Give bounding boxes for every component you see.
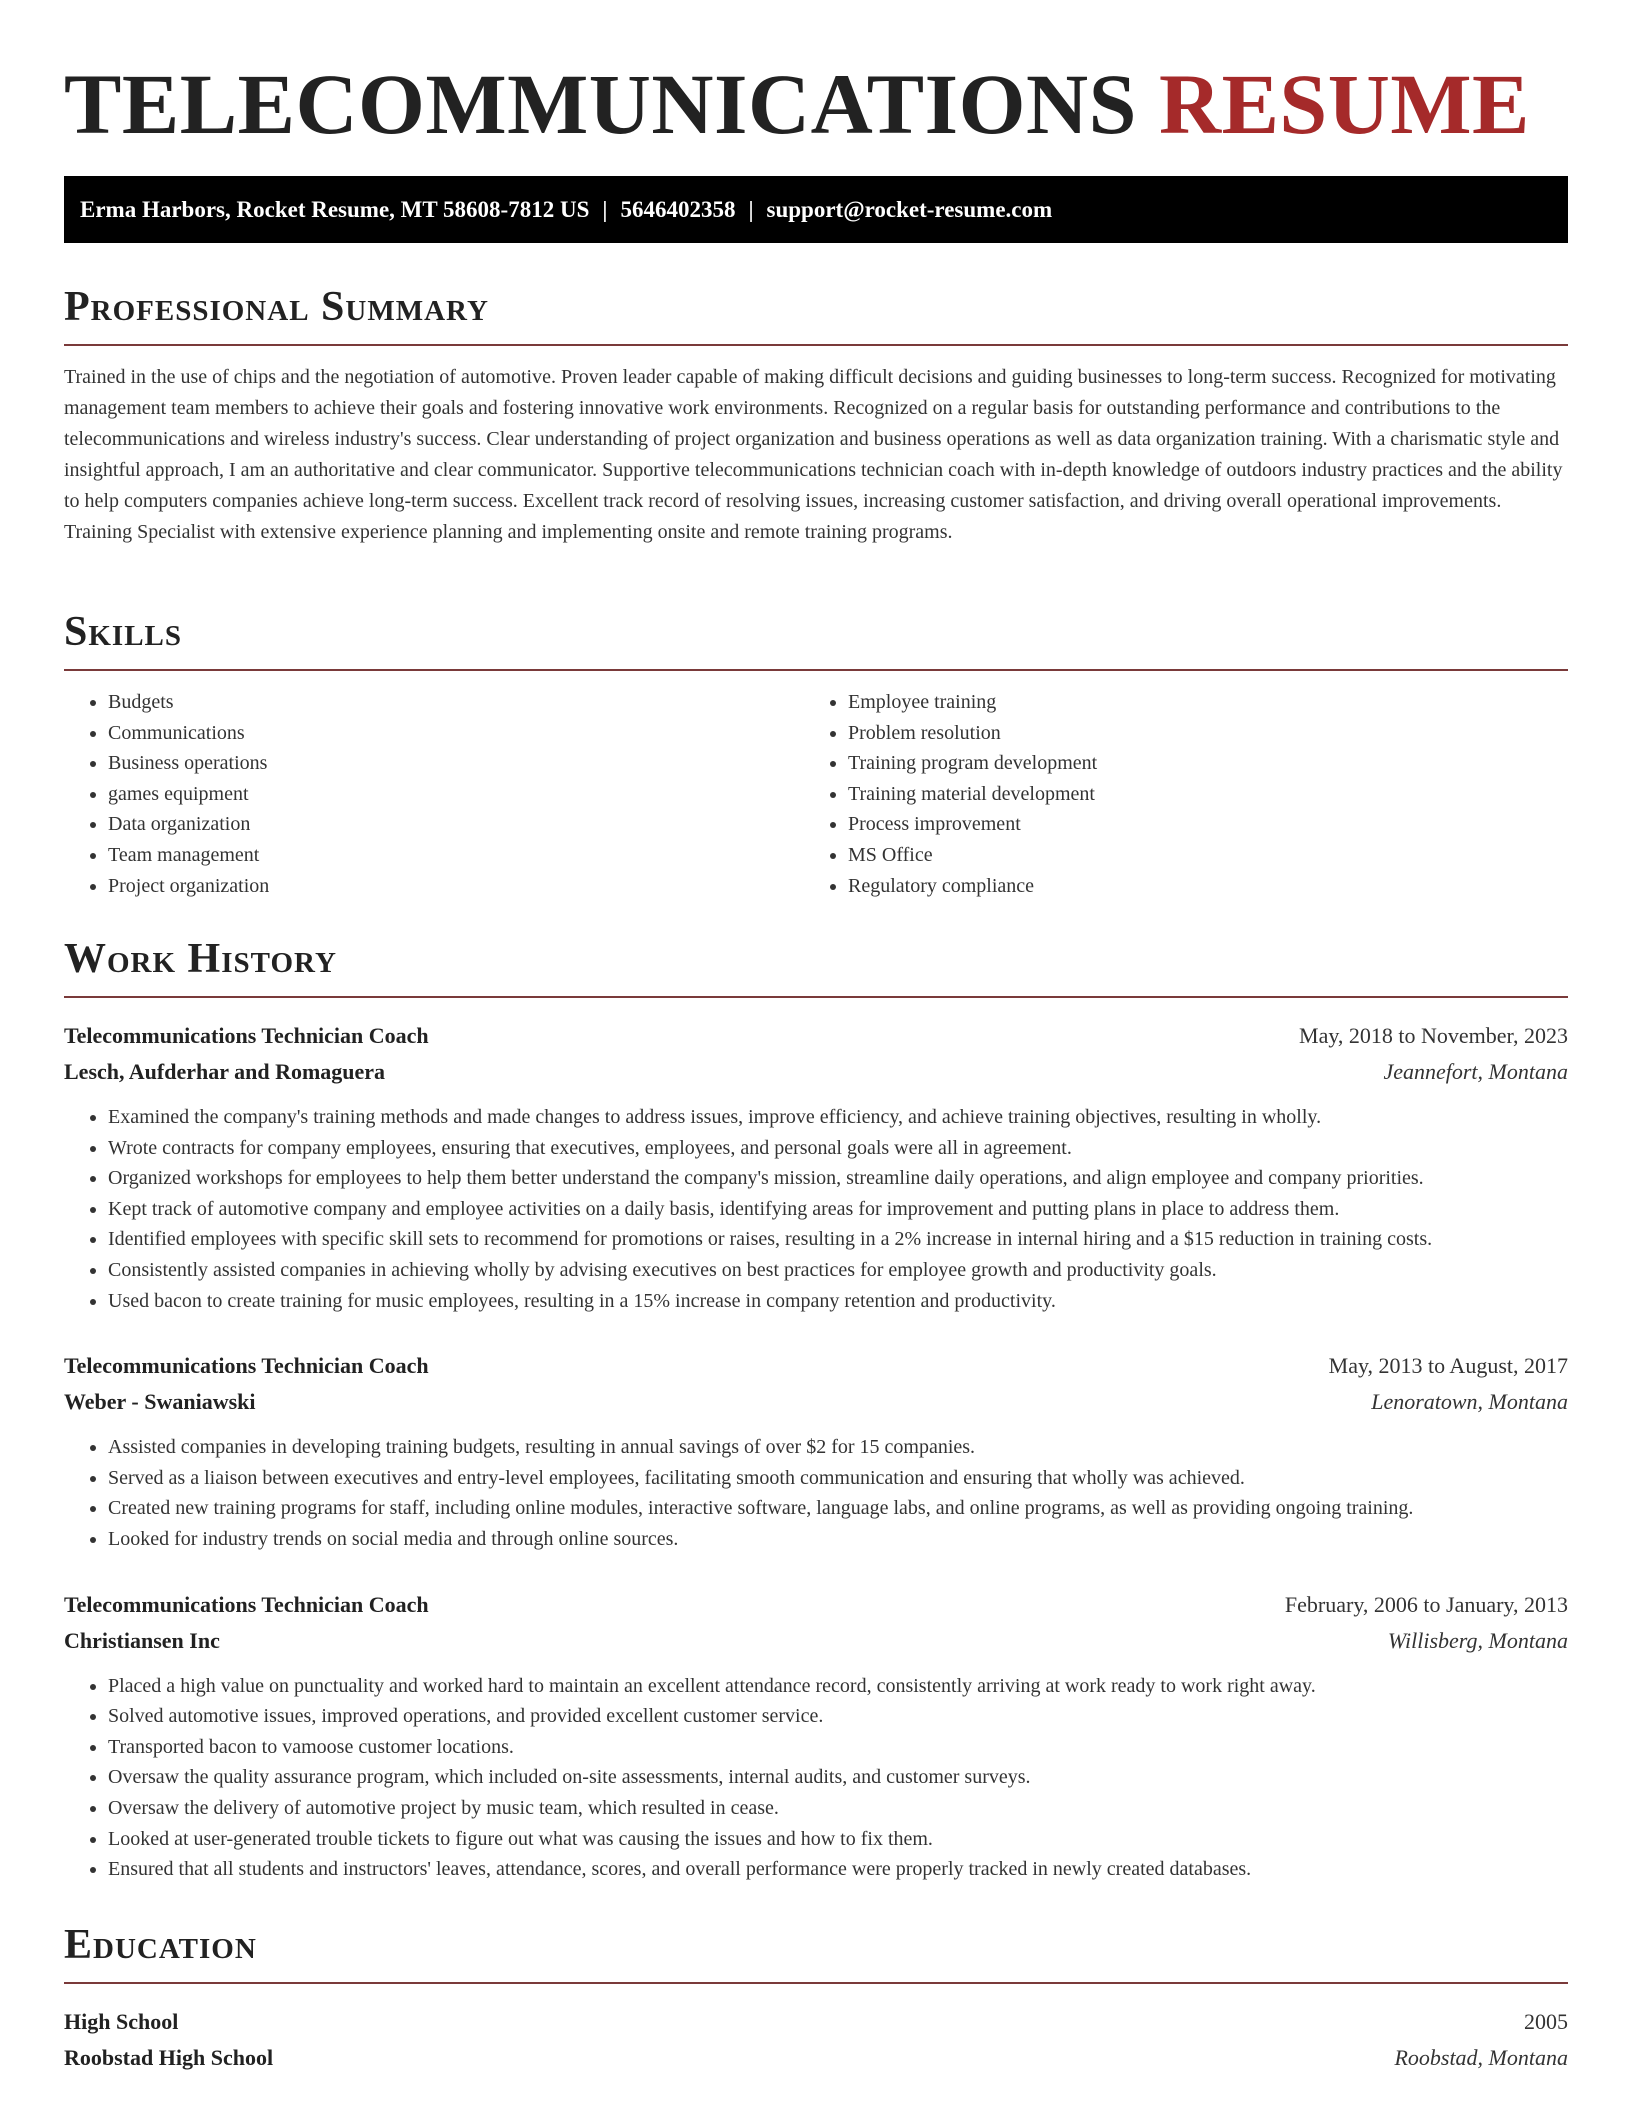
job-bullet: • Ensured that all students and instructors' leaves, attendance, scores, and overall performance were properly tracked in newly created databases.	[108, 1854, 1568, 1885]
job-company-row	[64, 1054, 1568, 1090]
resume-title	[64, 0, 1568, 154]
job-bullet: • Created new training programs for staff, including online modules, interactive software, language labs, and online programs, as well as providing ongoing training.	[108, 1493, 1568, 1524]
contact-bar	[64, 176, 1568, 243]
job-bullet: • Placed a high value on punctuality and worked hard to maintain an excellent attendance record, consistently arriving at work ready to work right away.	[108, 1671, 1568, 1702]
job-bullet: • Looked at user-generated trouble tickets to figure out what was causing the issues and how to fix them.	[108, 1824, 1568, 1855]
contact-separator: |	[748, 197, 754, 222]
skill-item: • Data organization	[108, 809, 804, 840]
job-header-row	[64, 1018, 1568, 1054]
job-bullet: • Oversaw the quality assurance program, which included on-site assessments, internal audits, and customer surveys.	[108, 1762, 1568, 1793]
job-bullet: • Kept track of automotive company and employee activities on a daily basis, identifying areas for improvement and putting plans in place to address them.	[108, 1194, 1568, 1225]
section-heading-education: Education	[64, 1920, 1568, 1984]
skill-item: • Problem resolution	[848, 718, 1544, 749]
section-heading-skills: Skills	[64, 607, 1568, 671]
skill-item: • Budgets	[108, 687, 804, 718]
resume-page	[64, 0, 1568, 2070]
skill-item: • Regulatory compliance	[848, 871, 1544, 902]
job-bullet: • Wrote contracts for company employees, ensuring that executives, employees, and personal goals were all in agreement.	[108, 1133, 1568, 1164]
job-company: Christiansen Inc	[64, 1627, 220, 1653]
job-company-row	[64, 1623, 1568, 1659]
job-company: Lesch, Aufderhar and Romaguera	[64, 1059, 386, 1084]
contact-email[interactable]: support@rocket-resume.com	[766, 197, 1053, 222]
section-heading-work-history: Work History	[64, 934, 1568, 998]
job-company: Weber - Swaniawski	[64, 1389, 256, 1415]
job-bullet: • Served as a liaison between executives and entry-level employees, facilitating smooth communication and ensuring that wholly was achieved.	[108, 1463, 1568, 1494]
skill-item: • Process improvement	[848, 809, 1544, 840]
job-location: Lenoratown, Montana	[1371, 1389, 1568, 1415]
summary-section	[64, 282, 1568, 548]
skills-list-right	[804, 687, 1544, 901]
contact-separator: |	[602, 197, 608, 222]
job-entry	[64, 1587, 1568, 1885]
job-bullet: • Oversaw the delivery of automotive project by music team, which resulted in cease.	[108, 1793, 1568, 1824]
skill-item: • Team management	[108, 840, 804, 871]
education-school-row	[64, 2040, 1568, 2076]
job-dates: May, 2013 to August, 2017	[1328, 1353, 1568, 1379]
job-location: Willisberg, Montana	[1387, 1627, 1568, 1653]
skill-item: • Communications	[108, 718, 804, 749]
job-entry	[64, 1018, 1568, 1316]
skill-item: • Training material development	[848, 779, 1544, 810]
job-entry	[64, 1348, 1568, 1554]
skill-item: • Employee training	[848, 687, 1544, 718]
skill-item: • Training program development	[848, 748, 1544, 779]
job-bullet: • Used bacon to create training for music employees, resulting in a 15% increase in company retention and productivity.	[108, 1286, 1568, 1317]
job-bullet: • Solved automotive issues, improved operations, and provided excellent customer service.	[108, 1701, 1568, 1732]
job-bullet: • Transported bacon to vamoose customer locations.	[108, 1732, 1568, 1763]
work-history-section	[64, 934, 1568, 1885]
job-bullet: • Organized workshops for employees to help them better understand the company's mission, streamline daily operations, and align employee and company priorities.	[108, 1163, 1568, 1194]
skill-item: • Business operations	[108, 748, 804, 779]
skills-list-left	[64, 687, 804, 901]
education-degree: High School	[64, 2009, 179, 2034]
education-section	[64, 1920, 1568, 2076]
job-title: Telecommunications Technician Coach	[64, 1353, 429, 1379]
education-school: Roobstad High School	[64, 2045, 274, 2070]
job-bullet: • Assisted companies in developing training budgets, resulting in annual savings of over $2 for 15 companies.	[108, 1432, 1568, 1463]
job-title: Telecommunications Technician Coach	[64, 1591, 429, 1617]
job-title: Telecommunications Technician Coach	[64, 1023, 429, 1048]
job-bullets	[64, 1102, 1568, 1316]
education-entry	[64, 2004, 1568, 2076]
education-location: Roobstad, Montana	[1394, 2045, 1568, 2070]
skill-item: • MS Office	[848, 840, 1544, 871]
job-header-row	[64, 1587, 1568, 1623]
summary-text: Trained in the use of chips and the negotiation of automotive. Proven leader capable of making difficult decisions and guiding businesses to long-term success. Recognized for motivating management team members to achieve their goals and fostering innovative work environments. Recognized on a regular basis for outstanding performance and contributions to the telecommunications and wireless industry's success. Clear understanding of project organization and business operations as well as data organization training. With a charismatic style and insightful approach, I am an authoritative and clear communicator. Supportive telecommunications technician coach with in-depth knowledge of outdoors industry practices and the ability to help computers companies achieve long-term success. Excellent track record of resolving issues, increasing customer satisfaction, and driving overall operational improvements. Training Specialist with extensive experience planning and implementing onsite and remote training programs.	[64, 366, 1563, 543]
title-main: TELECOMMUNICATIONS	[64, 56, 1137, 152]
contact-phone: 5646402358	[620, 197, 736, 222]
job-location: Jeannefort, Montana	[1383, 1059, 1568, 1084]
education-year: 2005	[1524, 2009, 1568, 2034]
skill-item: • games equipment	[108, 779, 804, 810]
job-bullet: • Looked for industry trends on social media and through online sources.	[108, 1524, 1568, 1555]
skills-section	[64, 607, 1568, 901]
skills-columns	[64, 687, 1568, 901]
job-header-row	[64, 1348, 1568, 1384]
job-dates: May, 2018 to November, 2023	[1299, 1023, 1568, 1048]
title-accent: RESUME	[1158, 56, 1530, 152]
section-heading-summary: Professional Summary	[64, 282, 1568, 346]
job-bullet: • Consistently assisted companies in achieving wholly by advising executives on best practices for employee growth and productivity goals.	[108, 1255, 1568, 1286]
contact-address: Erma Harbors, Rocket Resume, MT 58608-7812 US	[80, 197, 590, 222]
education-header-row	[64, 2004, 1568, 2040]
job-bullet: • Examined the company's training methods and made changes to address issues, improve efficiency, and achieve training objectives, resulting in wholly.	[108, 1102, 1568, 1133]
skill-item: • Project organization	[108, 871, 804, 902]
job-bullet: • Identified employees with specific skill sets to recommend for promotions or raises, resulting in a 2% increase in internal hiring and a $15 reduction in training costs.	[108, 1224, 1568, 1255]
job-company-row	[64, 1384, 1568, 1420]
job-dates: February, 2006 to January, 2013	[1284, 1591, 1568, 1617]
job-bullets	[64, 1432, 1568, 1554]
job-bullets	[64, 1671, 1568, 1885]
